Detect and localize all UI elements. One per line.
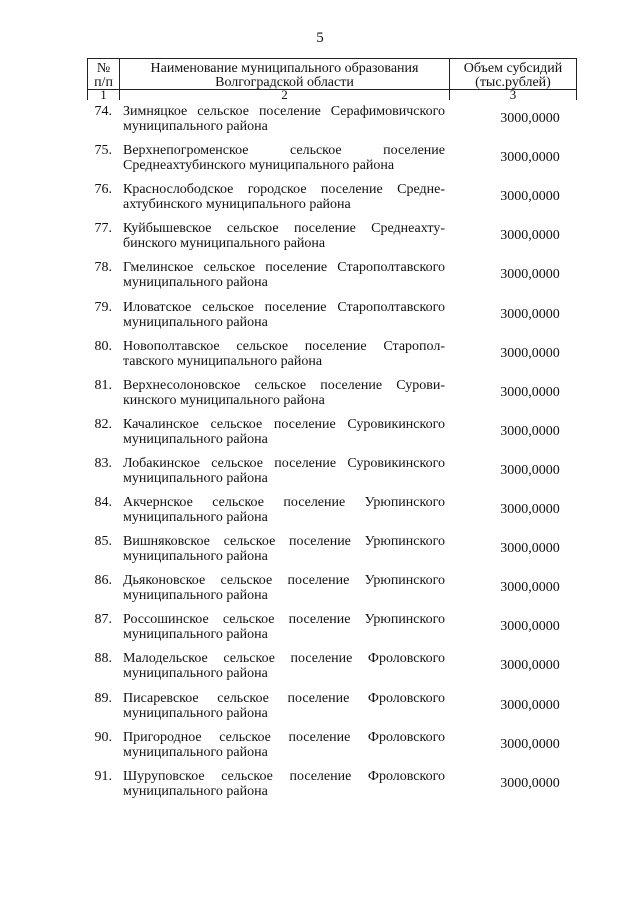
row-name-line1: Зимняцкое сельское поселение Серафимовичского	[123, 104, 445, 119]
row-name-line1: Вишняковское сельское поселение Урюпинского	[123, 534, 445, 550]
header-number-subtitle: п/п	[94, 75, 113, 90]
header-cell-name	[120, 59, 450, 100]
row-name-line2: муниципального района	[123, 627, 268, 643]
row-name-line2: муниципального района	[123, 431, 268, 447]
row-name-line1: Куйбышевское сельское поселение Среднеахту-	[123, 221, 445, 237]
row-number: 76.	[94, 182, 112, 198]
table-row	[0, 104, 640, 140]
row-municipality-name	[123, 691, 445, 721]
row-number: 87.	[94, 612, 112, 628]
row-name-line1: Дьяконовское сельское поселение Урюпинского	[123, 573, 445, 589]
row-municipality-name	[123, 730, 445, 760]
row-municipality-name	[123, 260, 445, 290]
row-subsidy-amount: 3000,0000	[500, 736, 560, 752]
row-name-line2: муниципального района	[123, 314, 268, 330]
table-row	[0, 339, 640, 375]
row-subsidy-amount: 3000,0000	[500, 384, 560, 400]
row-number: 78.	[94, 260, 112, 276]
row-name-line2: муниципального района	[123, 119, 268, 134]
header-number-title: №	[96, 61, 111, 76]
row-name-line2: муниципального района	[123, 275, 268, 291]
row-subsidy-amount: 3000,0000	[500, 541, 560, 557]
table-row	[0, 456, 640, 492]
row-name-line2: бинского муниципального района	[123, 236, 326, 252]
row-name-line1: Верхнесолоновское сельское поселение Сурови-	[123, 377, 445, 393]
header-name-title: Наименование муниципального образования	[150, 61, 419, 76]
header-cell-number	[88, 59, 120, 100]
header-amount-subtitle: (тыс.рублей)	[475, 75, 551, 90]
row-name-line1: Лобакинское сельское поселение Суровикинского	[123, 455, 445, 471]
table-row	[0, 221, 640, 257]
row-municipality-name	[123, 573, 445, 603]
row-number: 79.	[94, 299, 112, 315]
row-number: 83.	[94, 455, 112, 471]
row-subsidy-amount: 3000,0000	[500, 619, 560, 635]
row-number: 86.	[94, 573, 112, 589]
row-name-line2: муниципального района	[123, 588, 268, 604]
page-number: 5	[316, 30, 324, 46]
table-row	[0, 378, 640, 414]
row-municipality-name	[123, 104, 445, 134]
row-subsidy-amount: 3000,0000	[500, 502, 560, 517]
row-subsidy-amount: 3000,0000	[500, 189, 560, 205]
row-municipality-name	[123, 456, 445, 486]
table-row	[0, 143, 640, 179]
row-number: 77.	[94, 221, 112, 237]
row-number: 89.	[94, 690, 112, 706]
row-number: 85.	[94, 534, 112, 550]
header-column-index-2: 2	[281, 87, 288, 102]
row-name-line1: Новополтавское сельское поселение Старопол-	[123, 338, 445, 354]
row-subsidy-amount: 3000,0000	[500, 697, 560, 713]
row-subsidy-amount: 3000,0000	[500, 306, 560, 322]
row-municipality-name	[123, 143, 445, 173]
row-municipality-name	[123, 221, 445, 251]
row-name-line1: Верхнепогроменское сельское поселение	[123, 143, 445, 159]
row-name-line1: Россошинское сельское поселение Урюпинского	[123, 612, 445, 628]
row-name-line1: Иловатское сельское поселение Старополтавского	[123, 299, 445, 315]
row-number: 90.	[94, 729, 112, 745]
row-subsidy-amount: 3000,0000	[500, 228, 560, 244]
header-column-index-3: 3	[509, 87, 517, 102]
row-name-line1: Качалинское сельское поселение Суровикинского	[123, 416, 445, 432]
row-name-line1: Малодельское сельское поселение Фроловского	[123, 651, 445, 667]
row-municipality-name	[123, 182, 445, 212]
row-municipality-name	[123, 612, 445, 642]
row-name-line2: муниципального района	[123, 549, 268, 565]
table-row	[0, 495, 640, 531]
table-row	[0, 182, 640, 218]
table-row	[0, 612, 640, 648]
row-name-line1: Пригородное сельское поселение Фроловского	[123, 729, 445, 745]
row-name-line2: муниципального района	[123, 666, 268, 682]
table-row	[0, 417, 640, 453]
row-municipality-name	[123, 534, 445, 564]
row-name-line2: тавского муниципального района	[123, 353, 323, 369]
row-name-line1: Акчернское сельское поселение Урюпинского	[123, 495, 445, 510]
row-name-line1: Краснослободское городское поселение Средне-	[123, 182, 445, 198]
row-name-line2: муниципального района	[123, 470, 268, 486]
row-subsidy-amount: 3000,0000	[500, 423, 560, 439]
table-row	[0, 769, 640, 805]
table-header	[87, 58, 577, 100]
row-name-line2: муниципального района	[123, 705, 268, 721]
row-municipality-name	[123, 300, 445, 330]
row-name-line2: ахтубинского муниципального района	[123, 197, 351, 213]
row-name-line1: Шуруповское сельское поселение Фроловского	[123, 768, 445, 784]
header-cell-amount	[450, 59, 576, 100]
row-number: 74.	[94, 104, 112, 119]
row-name-line2: кинского муниципального района	[123, 392, 325, 408]
row-number: 84.	[94, 495, 112, 510]
row-number: 80.	[94, 338, 112, 354]
row-subsidy-amount: 3000,0000	[500, 658, 560, 674]
table-row	[0, 691, 640, 727]
row-subsidy-amount: 3000,0000	[500, 462, 560, 478]
row-subsidy-amount: 3000,0000	[500, 775, 560, 791]
row-name-line1: Писаревское сельское поселение Фроловского	[123, 690, 445, 706]
row-subsidy-amount: 3000,0000	[500, 150, 560, 166]
row-subsidy-amount: 3000,0000	[500, 345, 560, 361]
table-row	[0, 534, 640, 570]
row-number: 91.	[94, 768, 112, 784]
header-name-subtitle: Волгоградской области	[215, 75, 354, 90]
row-municipality-name	[123, 651, 445, 681]
row-municipality-name	[123, 495, 445, 525]
table-row	[0, 260, 640, 296]
row-municipality-name	[123, 417, 445, 447]
row-municipality-name	[123, 769, 445, 799]
table-row	[0, 300, 640, 336]
row-number: 75.	[94, 143, 112, 159]
row-name-line2: муниципального района	[123, 783, 268, 799]
row-name-line2: Среднеахтубинского муниципального района	[123, 158, 395, 174]
row-name-line2: муниципального района	[123, 744, 268, 760]
row-subsidy-amount: 3000,0000	[500, 111, 560, 126]
header-amount-title: Объем субсидий	[463, 61, 563, 76]
table-row	[0, 651, 640, 687]
header-column-index-1: 1	[100, 87, 107, 102]
row-name-line1: Гмелинское сельское поселение Старополтавского	[123, 260, 445, 276]
row-subsidy-amount: 3000,0000	[500, 580, 560, 596]
row-municipality-name	[123, 339, 445, 369]
table-row	[0, 730, 640, 766]
row-number: 88.	[94, 651, 112, 667]
row-number: 81.	[94, 377, 112, 393]
row-name-line2: муниципального района	[123, 510, 268, 525]
row-subsidy-amount: 3000,0000	[500, 267, 560, 283]
table-row	[0, 573, 640, 609]
row-municipality-name	[123, 378, 445, 408]
row-number: 82.	[94, 416, 112, 432]
